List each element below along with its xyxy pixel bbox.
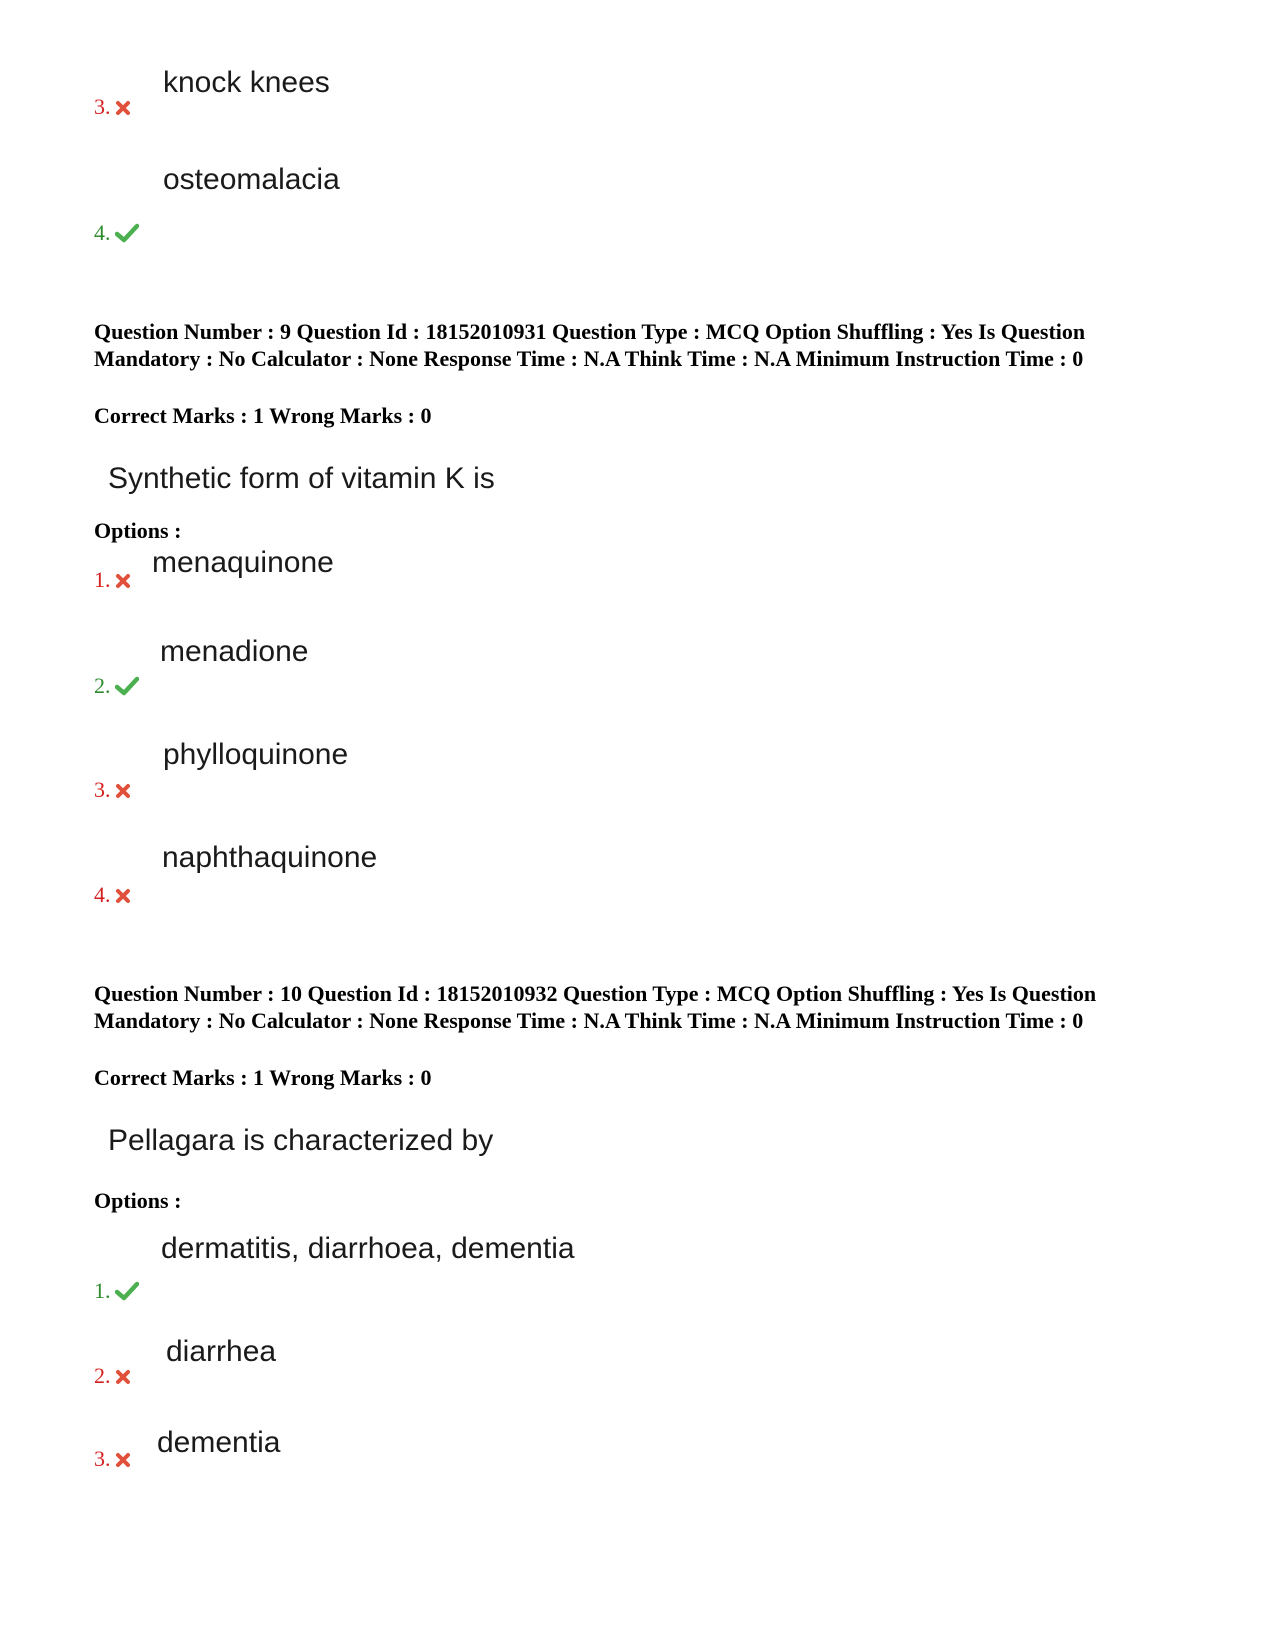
- cross-icon: [115, 886, 131, 908]
- option-number-label: 3.: [94, 94, 111, 119]
- question-meta: Question Number : 9 Question Id : 18152010931 Question Type : MCQ Option Shuffling : Yes Is Question Mandatory : No Calculator : None Response Time : N.A Think Time : N.A Minimum Instruction Time : 0: [94, 319, 1086, 371]
- check-icon: [115, 1281, 139, 1305]
- option-number: [94, 884, 131, 908]
- option-text: dermatitis, diarrhoea, dementia: [161, 1232, 575, 1265]
- question-marks: Correct Marks : 1 Wrong Marks : 0: [94, 1065, 432, 1090]
- options-label: Options :: [94, 1188, 182, 1213]
- cross-icon: [115, 1450, 131, 1472]
- option-text: dementia: [157, 1426, 281, 1459]
- options-label: Options :: [94, 518, 182, 543]
- option-number: [94, 1280, 139, 1305]
- option-text: menadione: [160, 635, 309, 668]
- option-number-label: 2.: [94, 1363, 111, 1388]
- option-number: [94, 569, 131, 593]
- question-text: Pellagara is characterized by: [108, 1124, 494, 1157]
- cross-icon: [115, 781, 131, 803]
- option-number-label: 4.: [94, 882, 111, 907]
- option-number-label: 1.: [94, 1278, 111, 1303]
- cross-icon: [115, 571, 131, 593]
- option-number-label: 2.: [94, 673, 111, 698]
- option-number: [94, 96, 131, 120]
- cross-icon: [115, 98, 131, 120]
- option-number: [94, 1365, 131, 1389]
- question-text: Synthetic form of vitamin K is: [108, 462, 495, 495]
- option-number: [94, 675, 139, 700]
- option-number-label: 4.: [94, 220, 111, 245]
- cross-icon: [115, 1367, 131, 1389]
- option-text: phylloquinone: [163, 738, 349, 771]
- option-number: [94, 222, 139, 247]
- option-number: [94, 779, 131, 803]
- option-text: osteomalacia: [163, 163, 340, 196]
- option-number-label: 1.: [94, 567, 111, 592]
- option-number-label: 3.: [94, 1446, 111, 1471]
- option-text: naphthaquinone: [162, 841, 378, 874]
- option-text: menaquinone: [152, 546, 334, 579]
- option-text: diarrhea: [166, 1335, 277, 1368]
- question-marks: Correct Marks : 1 Wrong Marks : 0: [94, 403, 432, 428]
- check-icon: [115, 676, 139, 700]
- option-text: knock knees: [163, 66, 330, 99]
- check-icon: [115, 223, 139, 247]
- option-number-label: 3.: [94, 777, 111, 802]
- option-number: [94, 1448, 131, 1472]
- question-meta: Question Number : 10 Question Id : 18152010932 Question Type : MCQ Option Shuffling : Yes Is Question Mandatory : No Calculator : None Response Time : N.A Think Time : N.A Minimum Instruction Time : 0: [94, 981, 1097, 1033]
